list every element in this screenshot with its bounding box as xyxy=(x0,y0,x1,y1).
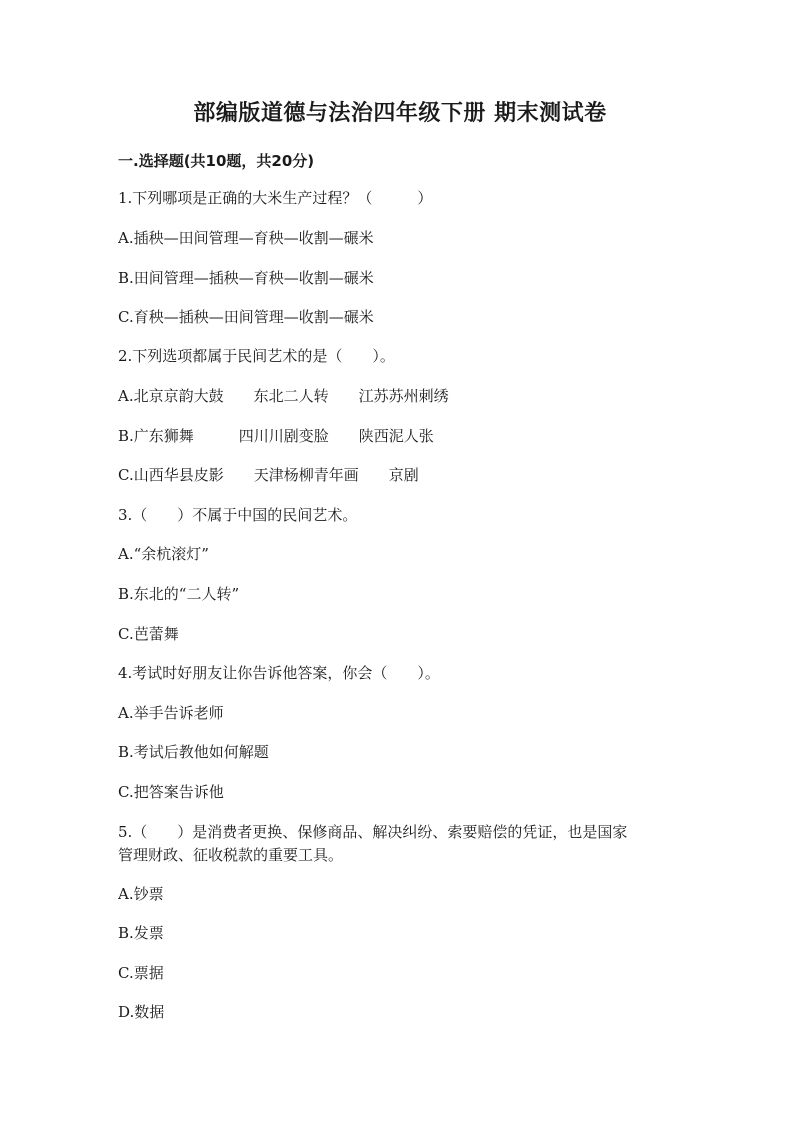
question-1-stem: 1.下列哪项是正确的大米生产过程？（ ） xyxy=(118,189,433,207)
question-5-stem-line-2: 管理财政、征收税款的重要工具。 xyxy=(118,846,344,864)
question-4-option-c: C.把答案告诉他 xyxy=(118,783,224,801)
question-1-option-a: A.插秧—田间管理—育秧—收割—碾米 xyxy=(118,229,374,247)
question-3-option-b: B.东北的“二人转” xyxy=(118,585,240,603)
question-5-option-d: D.数据 xyxy=(118,1003,165,1021)
question-5-stem-line-1: 5.（ ）是消费者更换、保修商品、解决纠纷、索要赔偿的凭证，也是国家 xyxy=(118,823,628,841)
question-1-option-c: C.育秧—插秧—田间管理—收割—碾米 xyxy=(118,308,374,326)
question-4-stem: 4.考试时好朋友让你告诉他答案，你会（ ）。 xyxy=(118,664,440,682)
question-4-option-a: A.举手告诉老师 xyxy=(118,704,224,722)
question-1-option-b: B.田间管理—插秧—育秧—收割—碾米 xyxy=(118,269,374,287)
question-5-option-c: C.票据 xyxy=(118,964,164,982)
question-3-stem: 3.（ ）不属于中国的民间艺术。 xyxy=(118,506,358,524)
question-3-option-a: A.“余杭滚灯” xyxy=(118,545,209,563)
question-4-option-b: B.考试后教他如何解题 xyxy=(118,743,269,761)
question-2-option-c: C.山西华县皮影 天津杨柳青年画 京剧 xyxy=(118,466,419,484)
question-5-option-b: B.发票 xyxy=(118,924,164,942)
question-2-option-b: B.广东狮舞 四川川剧变脸 陕西泥人张 xyxy=(118,427,434,445)
question-2-stem: 2.下列选项都属于民间艺术的是（ ）。 xyxy=(118,347,395,365)
page-title: 部编版道德与法治四年级下册 期末测试卷 xyxy=(193,101,607,126)
question-2-option-a: A.北京京韵大鼓 东北二人转 江苏苏州刺绣 xyxy=(118,387,449,405)
question-3-option-c: C.芭蕾舞 xyxy=(118,625,179,643)
question-5-option-a: A.钞票 xyxy=(118,885,164,903)
section-heading: 一.选择题(共10题，共20分) xyxy=(118,152,315,170)
